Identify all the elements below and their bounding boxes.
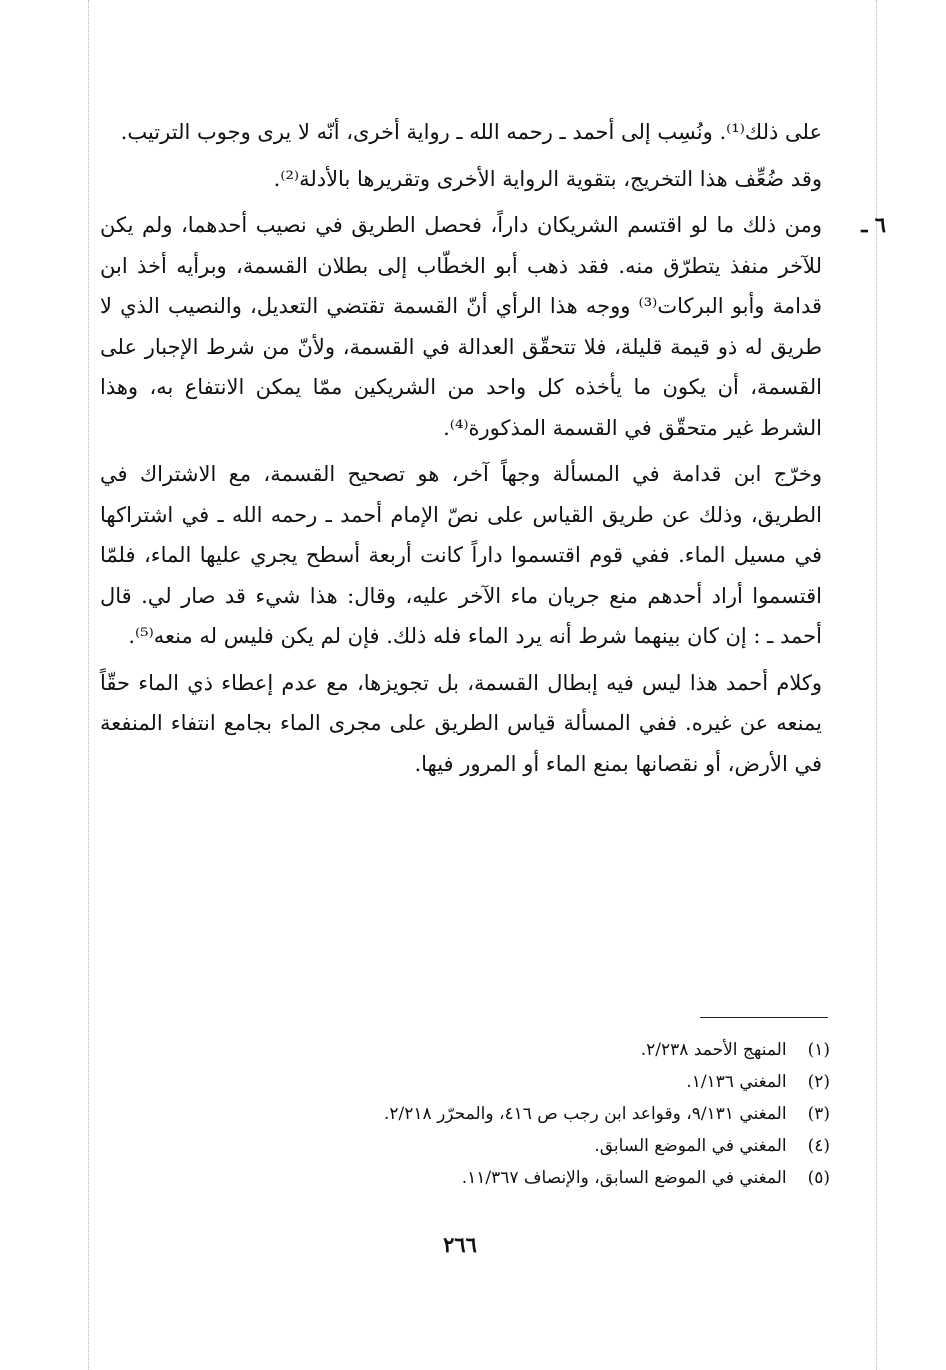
footnote-1 bbox=[200, 1034, 830, 1066]
footnote-5 bbox=[200, 1162, 830, 1194]
footnote-text: المغني في الموضع السابق. bbox=[594, 1136, 787, 1156]
paragraph-4: وخرّج ابن قدامة في المسألة وجهاً آخر، هو تصحيح القسمة، مع الاشتراك في الطريق، وذلك عن طريق القياس على نصّ الإمام أحمد ـ رحمه الله ـ في اشتراكها في مسيل الماء. ففي قوم اقتسموا داراً كانت أربعة أسطح يجري عليها الماء، فلمّا اقتسموا أراد أحدهم منع جريان ماء الآخر عليه، وقال: هذا شيء قد صار لي. قال أحمد ـ : إن كان بينهما شرط أنه يرد الماء فله ذلك. فإن لم يكن فليس له منعه⁽⁵⁾. bbox=[100, 462, 822, 648]
paragraph-1: على ذلك⁽¹⁾. ونُسِب إلى أحمد ـ رحمه الله ـ رواية أخرى، أنّه لا يرى وجوب الترتيب. bbox=[120, 120, 822, 144]
paragraph-3: ومن ذلك ما لو اقتسم الشريكان داراً، فحصل الطريق في نصيب أحدهما، ولم يكن للآخر منفذ يتطرّق منه. فقد ذهب أبو الخطّاب إلى بطلان القسمة، وبرأيه أخذ ابن قدامة وأبو البركات⁽³⁾ ووجه هذا الرأي أنّ القسمة تقتضي التعديل، والنصيب الذي لا طريق له ذو قيمة قليلة، فلا تتحقّق العدالة في القسمة، ولأنّ من شرط الإجبار على القسمة، أن يكون ما يأخذه كل واحد من الشريكين ممّا يمكن الانتفاع به، وهذا الشرط غير متحقّق في القسمة المذكورة⁽⁴⁾. bbox=[100, 213, 822, 440]
footnote-2 bbox=[200, 1066, 830, 1098]
footnote-text: المغني في الموضع السابق، والإنصاف ١١/٣٦٧. bbox=[461, 1168, 787, 1188]
footnote-separator bbox=[700, 1017, 828, 1018]
footnote-4 bbox=[200, 1130, 830, 1162]
item-number: ٦ ـ bbox=[861, 212, 886, 237]
paragraph-2: وقد ضُعِّف هذا التخريج، بتقوية الرواية الأخرى وتقريرها بالأدلة⁽²⁾. bbox=[273, 166, 822, 191]
footnote-number: (٢) bbox=[807, 1072, 830, 1092]
footnote-text: المغني ١/١٣٦. bbox=[686, 1072, 787, 1092]
footnote-number: (١) bbox=[807, 1040, 830, 1060]
footnote-3 bbox=[200, 1098, 830, 1130]
paragraph-5: وكلام أحمد هذا ليس فيه إبطال القسمة، بل تجويزها، مع عدم إعطاء ذي الماء حقّاً يمنعه عن غيره. ففي المسألة قياس الطريق على مجرى الماء بجامع انتفاء المنفعة في الأرض، أو نقصانها بمنع الماء أو المرور فيها. bbox=[100, 670, 822, 776]
page-body bbox=[100, 112, 886, 784]
numbered-item-6 bbox=[100, 205, 886, 448]
footnotes bbox=[200, 1034, 830, 1194]
scan-edge-left bbox=[88, 0, 89, 1370]
footnote-text: المغني ٩/١٣١، وقواعد ابن رجب ص ٤١٦، والمحرّر ٢/٢١٨. bbox=[384, 1104, 787, 1124]
footnote-text: المنهج الأحمد ٢/٢٣٨. bbox=[640, 1040, 787, 1060]
footnote-number: (٥) bbox=[807, 1168, 830, 1188]
footnote-number: (٣) bbox=[807, 1104, 830, 1124]
page-number: ٢٦٦ bbox=[443, 1232, 477, 1257]
footnote-number: (٤) bbox=[807, 1136, 830, 1156]
